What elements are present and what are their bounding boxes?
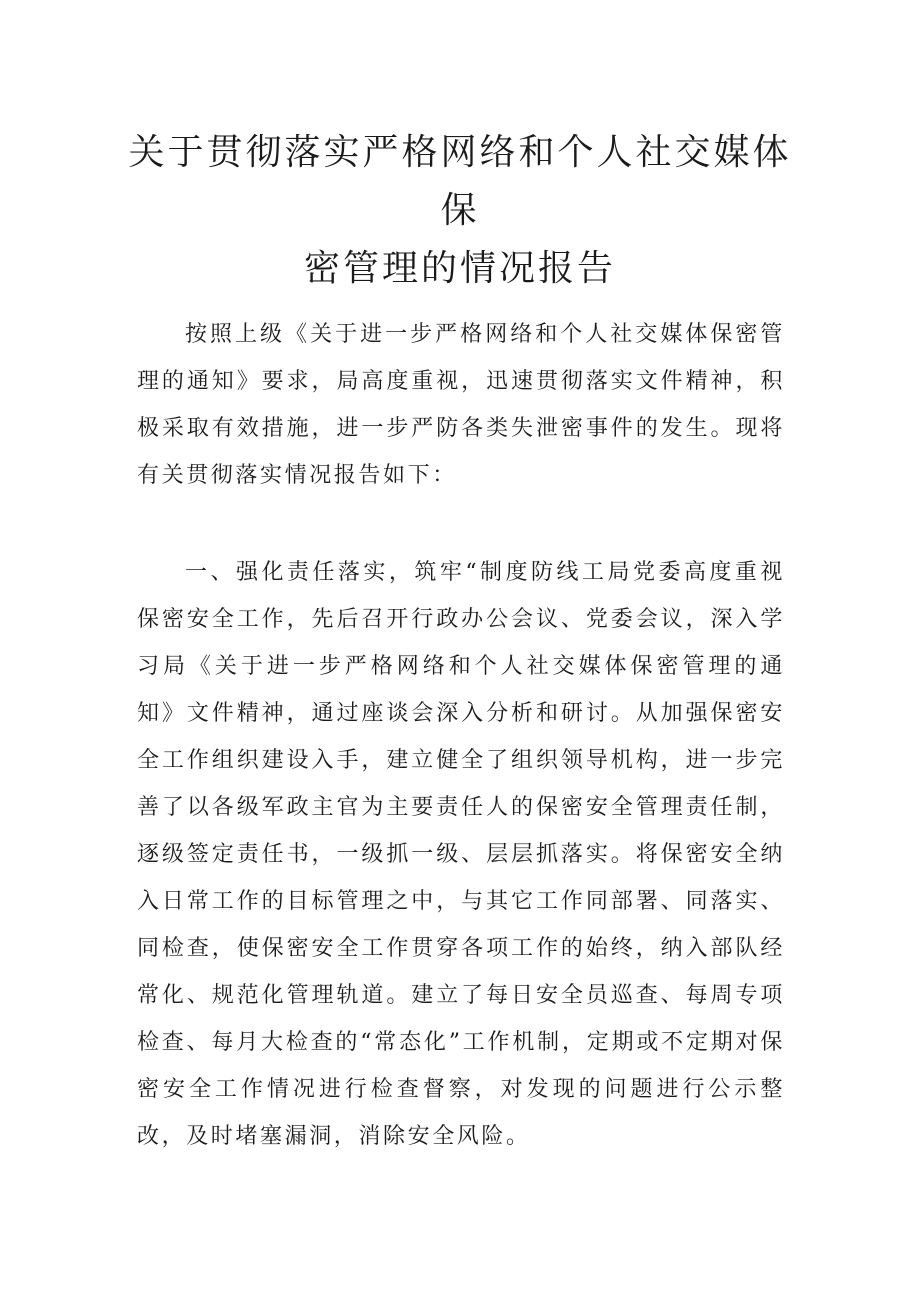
paragraph-section-1: 一、强化责任落实，筑牢“制度防线工局党委高度重视保密安全工作，先后召开行政办公会议、党委会议，深入学习局《关于进一步严格网络和个人社交媒体保密管理的通知》文件精神，通过座谈会深入分析和研讨。从加强保密安全工作组织建设入手，建立健全了组织领导机构，进一步完善了以各级军政主官为主要责任人的保密安全管理责任制，逐级签定责任书，一级抓一级、层层抓落实。将保密安全纳入日常工作的目标管理之中，与其它工作同部署、同落实、同检查，使保密安全工作贯穿各项工作的始终，纳入部队经常化、规范化管理轨道。建立了每日安全员巡查、每周专项检查、每月大检查的“常态化”工作机制，定期或不定期对保密安全工作情况进行检查督察，对发现的问题进行公示整改，及时堵塞漏洞，消除安全风险。: [137, 560, 785, 1149]
title-line-2: 密管理的情况报告: [303, 248, 616, 289]
paragraph-intro: 按照上级《关于进一步严格网络和个人社交媒体保密管理的通知》要求，局高度重视，迅速贯彻落实文件精神，积极采取有效措施，进一步严防各类失泄密事件的发生。现将有关贯彻落实情况报告如下：: [137, 322, 785, 488]
document-title: [120, 124, 800, 298]
title-line-1: 关于贯彻落实严格网络和个人社交媒体保: [128, 132, 792, 231]
